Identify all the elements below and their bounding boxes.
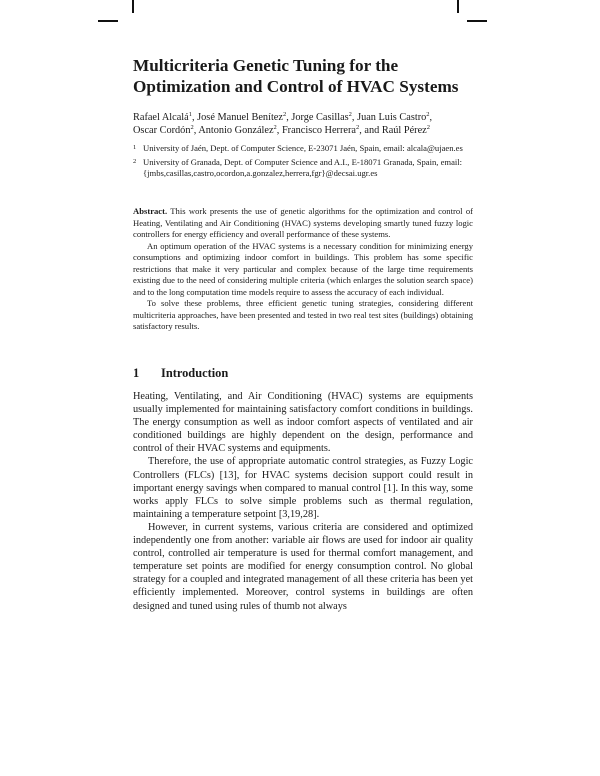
paper-title: Multicriteria Genetic Tuning for the Optimization and Control of HVAC Systems — [133, 56, 459, 96]
author: Oscar Cordón$^2$, — [133, 124, 199, 136]
affiliation-1: 1 University of Jaén, Dept. of Computer Science, E-23071 Jaén, Spain, email: alcala@ujaen.es — [133, 143, 463, 153]
author: Francisco Herrera$^2$, and — [281, 124, 382, 136]
author: Raúl Pérez$^2$ — [381, 124, 430, 136]
section-number: 1 — [133, 366, 140, 380]
author: José Manuel Benítez$^2$, — [197, 111, 292, 123]
crop-mark-top-right-horizontal — [467, 20, 487, 22]
author: Juan Luis Castro$^2$, — [357, 111, 433, 123]
affiliation-2: 2 University of Granada, Dept. of Computer Science and A.I., E-18071 Granada, Spain, email: {jmbs,casillas,castro,ocordon,a.gonzalez,herrera,fgr}@decsai.ugr.es — [133, 156, 463, 178]
affiliations — [133, 143, 473, 182]
abstract-paragraph: To solve these problems, three efficient genetic tuning strategies, considering different multicriteria approaches, have been presented and tested in two real test sites (buildings) obtaining satisfactory results. — [133, 298, 473, 331]
body-paragraph: However, in current systems, various criteria are considered and optimized independently one from another: variable air flows are used for indoor air quality control, controlled air temperature is used for thermal comfort management, and temperature set points are modified for energy consumption control. No global strategy for a coupled and integrated management of all these criteria has been yet efficiently implemented. Moreover, control systems in buildings are often designed and tuned using rules of thumb not always — [133, 521, 473, 612]
author-list — [133, 111, 473, 137]
author: Antonio González$^2$, — [198, 124, 282, 136]
section-heading — [133, 366, 228, 381]
abstract-paragraph: An optimum operation of the HVAC systems is a necessary condition for minimizing energy consumptions and optimizing indoor comfort in buildings. This problem has some specific restrictions that make it very particular and complex because of the large time requirements existing due to the need of considering multiple criteria (which enlarges the solution search space) and to the long computation time models require to assess the accuracy of each individual. — [133, 240, 473, 297]
body-text — [133, 390, 473, 613]
abstract-paragraph: Abstract. This work presents the use of genetic algorithms for the optimization and control of Heating, Ventilating and Air Conditioning (HVAC) systems developing smartly tuned fuzzy logic controllers for energy efficiency and overall performance of these systems. — [133, 206, 473, 239]
author: Jorge Casillas$^2$, — [291, 111, 358, 123]
crop-mark-top-right-vertical — [457, 0, 459, 13]
crop-mark-top-left-horizontal — [98, 20, 118, 22]
abstract-label: Abstract. — [133, 206, 168, 216]
crop-mark-top-left-vertical — [132, 0, 134, 13]
body-paragraph: Therefore, the use of appropriate automatic control strategies, as Fuzzy Logic Controllers (FLCs) [13], for HVAC systems decision support could result in important energy savings when compared to manual control [1]. In this way, some works apply FLCs to solve simple problems such as thermal regulation, maintaining a temperature setpoint [3,19,28]. — [133, 456, 473, 520]
body-paragraph: Heating, Ventilating, and Air Conditioning (HVAC) systems are equipments usually implemented for maintaining satisfactory comfort conditions in buildings. The energy consumption as well as indoor comfort aspects of ventilated and air conditioned buildings are highly dependent on the design, performance and control of their HVAC systems and equipments. — [133, 391, 473, 455]
author: Rafael Alcalá$^1$, — [133, 111, 198, 123]
abstract — [133, 206, 473, 333]
section-title: Introduction — [161, 366, 229, 380]
